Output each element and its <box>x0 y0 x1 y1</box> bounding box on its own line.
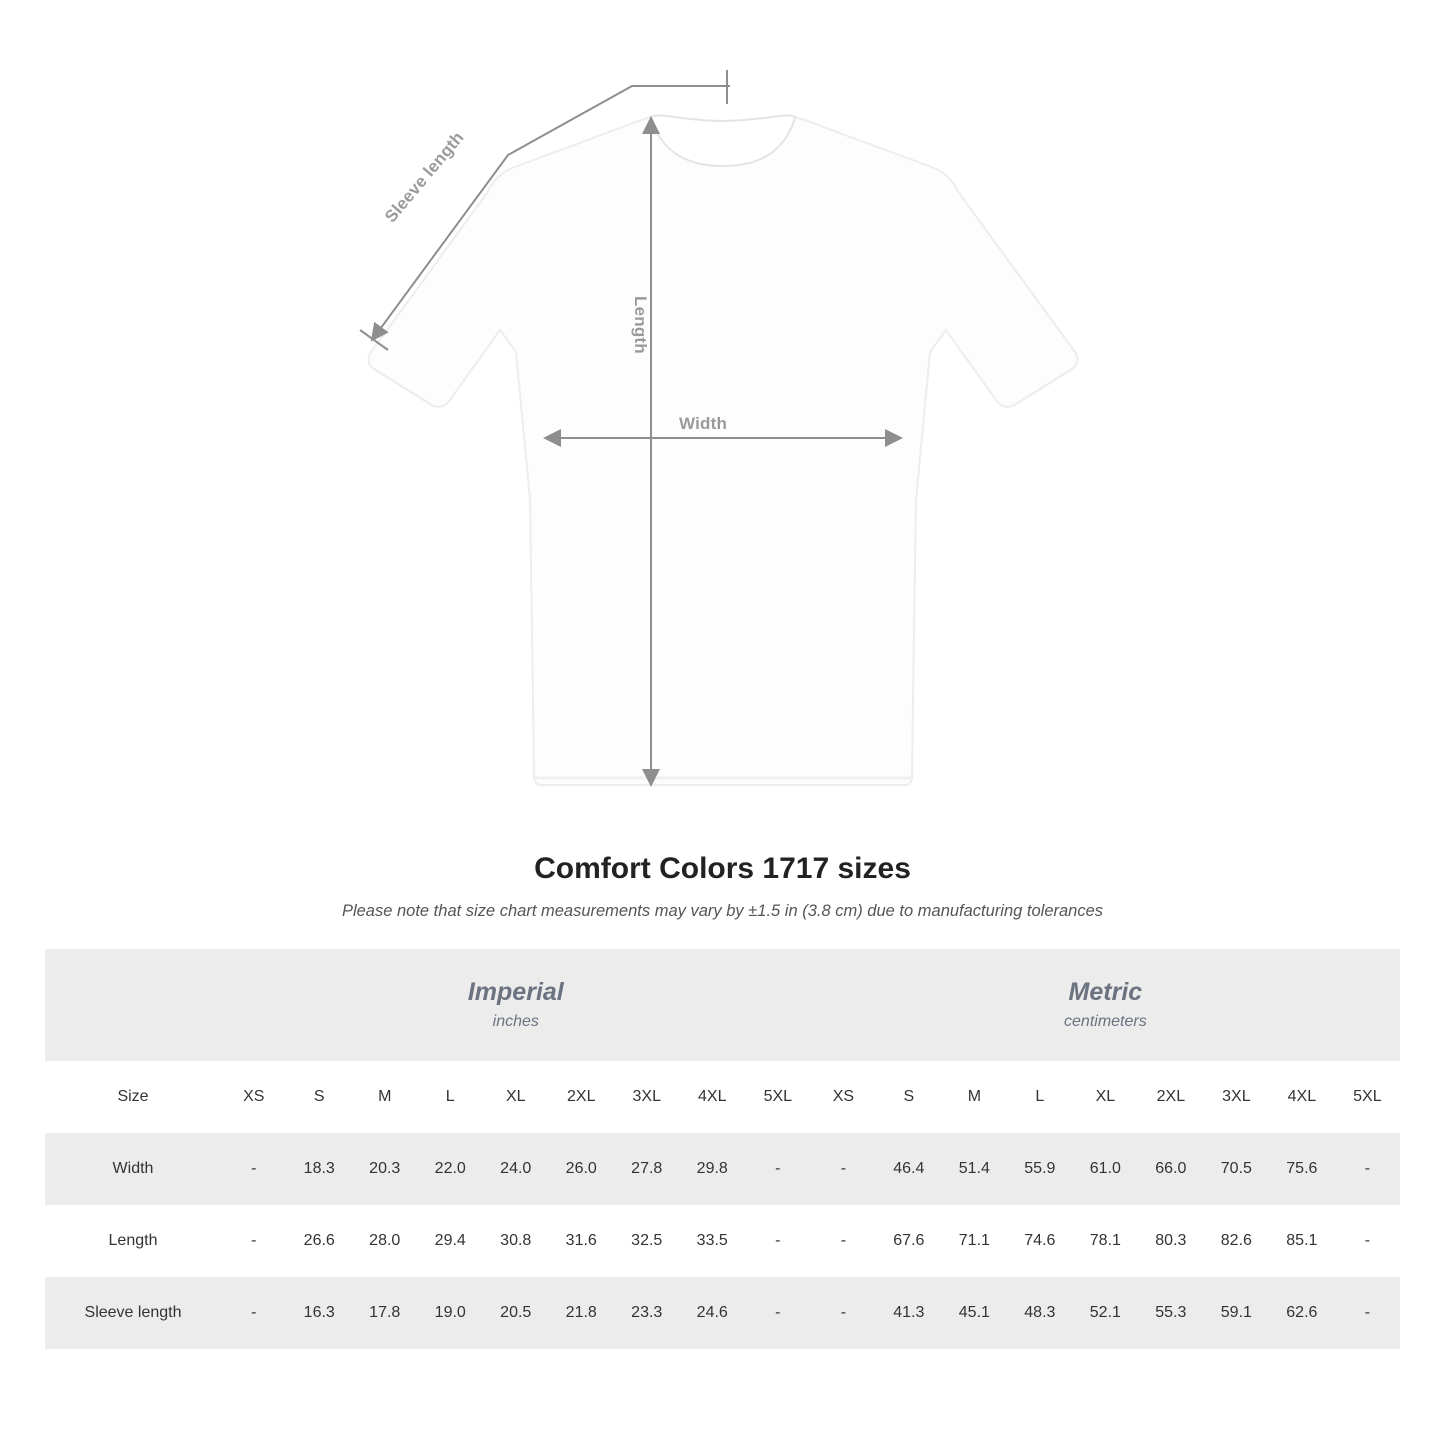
metric-unit-name: Metric <box>1068 978 1143 1007</box>
cell-length-imperial-m: 28.0 <box>352 1205 418 1277</box>
size-header-cell: S <box>287 1061 353 1133</box>
size-header-cell: 5XL <box>745 1061 811 1133</box>
cell-sleeve-imperial-5xl: - <box>745 1277 811 1349</box>
cell-length-metric-3xl: 82.6 <box>1204 1205 1270 1277</box>
cell-width-imperial-3xl: 27.8 <box>614 1133 680 1205</box>
size-header-cell: XL <box>1073 1061 1139 1133</box>
cell-sleeve-metric-4xl: 62.6 <box>1269 1277 1335 1349</box>
cell-sleeve-metric-l: 48.3 <box>1007 1277 1073 1349</box>
size-header-row <box>45 1061 1400 1133</box>
cell-sleeve-imperial-xl: 20.5 <box>483 1277 549 1349</box>
cell-length-metric-xl: 78.1 <box>1073 1205 1139 1277</box>
cell-length-metric-xs: - <box>811 1205 877 1277</box>
cell-width-imperial-xs: - <box>221 1133 287 1205</box>
size-header-cell: M <box>942 1061 1008 1133</box>
size-header-cell: 3XL <box>614 1061 680 1133</box>
cell-sleeve-metric-xl: 52.1 <box>1073 1277 1139 1349</box>
cell-sleeve-imperial-s: 16.3 <box>287 1277 353 1349</box>
size-header-cell: 2XL <box>1138 1061 1204 1133</box>
cell-sleeve-imperial-4xl: 24.6 <box>680 1277 746 1349</box>
size-header-cell: XL <box>483 1061 549 1133</box>
size-header-cell: 3XL <box>1204 1061 1270 1133</box>
cell-sleeve-metric-m: 45.1 <box>942 1277 1008 1349</box>
unit-header-row <box>45 949 1400 1061</box>
cell-width-imperial-5xl: - <box>745 1133 811 1205</box>
cell-length-imperial-5xl: - <box>745 1205 811 1277</box>
row-label-sleeve-length: Sleeve length <box>45 1277 221 1349</box>
sleeve-length-dimension-label: Sleeve length <box>381 128 468 227</box>
size-header-label: Size <box>45 1061 221 1133</box>
size-table <box>45 949 1400 1349</box>
cell-length-imperial-4xl: 33.5 <box>680 1205 746 1277</box>
cell-width-metric-xs: - <box>811 1133 877 1205</box>
cell-length-imperial-3xl: 32.5 <box>614 1205 680 1277</box>
cell-length-metric-s: 67.6 <box>876 1205 942 1277</box>
cell-width-imperial-l: 22.0 <box>418 1133 484 1205</box>
cell-width-imperial-2xl: 26.0 <box>549 1133 615 1205</box>
table-row <box>45 1205 1400 1277</box>
cell-width-metric-5xl: - <box>1335 1133 1401 1205</box>
cell-width-metric-m: 51.4 <box>942 1133 1008 1205</box>
size-table-wrapper <box>0 949 1445 1349</box>
imperial-unit-name: Imperial <box>467 978 564 1007</box>
cell-width-metric-xl: 61.0 <box>1073 1133 1139 1205</box>
cell-sleeve-metric-5xl: - <box>1335 1277 1401 1349</box>
cell-sleeve-imperial-2xl: 21.8 <box>549 1277 615 1349</box>
size-header-cell: XS <box>811 1061 877 1133</box>
cell-length-imperial-2xl: 31.6 <box>549 1205 615 1277</box>
cell-width-metric-4xl: 75.6 <box>1269 1133 1335 1205</box>
cell-length-imperial-l: 29.4 <box>418 1205 484 1277</box>
metric-unit-sub: centimeters <box>1064 1012 1147 1030</box>
cell-length-imperial-xl: 30.8 <box>483 1205 549 1277</box>
cell-width-metric-2xl: 66.0 <box>1138 1133 1204 1205</box>
cell-length-imperial-s: 26.6 <box>287 1205 353 1277</box>
size-header-cell: S <box>876 1061 942 1133</box>
cell-sleeve-imperial-xs: - <box>221 1277 287 1349</box>
cell-width-metric-s: 46.4 <box>876 1133 942 1205</box>
cell-width-imperial-s: 18.3 <box>287 1133 353 1205</box>
size-header-cell: L <box>418 1061 484 1133</box>
cell-length-metric-4xl: 85.1 <box>1269 1205 1335 1277</box>
cell-length-metric-l: 74.6 <box>1007 1205 1073 1277</box>
size-header-cell: 4XL <box>1269 1061 1335 1133</box>
unit-header-corner <box>45 949 221 1061</box>
row-label-width: Width <box>45 1133 221 1205</box>
size-header-cell: XS <box>221 1061 287 1133</box>
size-header-cell: 4XL <box>680 1061 746 1133</box>
cell-width-imperial-4xl: 29.8 <box>680 1133 746 1205</box>
cell-length-metric-2xl: 80.3 <box>1138 1205 1204 1277</box>
cell-width-imperial-m: 20.3 <box>352 1133 418 1205</box>
cell-width-metric-l: 55.9 <box>1007 1133 1073 1205</box>
cell-sleeve-imperial-3xl: 23.3 <box>614 1277 680 1349</box>
imperial-unit-header <box>221 949 811 1061</box>
length-dimension-label: Length <box>631 296 650 354</box>
cell-sleeve-imperial-l: 19.0 <box>418 1277 484 1349</box>
cell-sleeve-metric-3xl: 59.1 <box>1204 1277 1270 1349</box>
row-label-length: Length <box>45 1205 221 1277</box>
cell-sleeve-metric-s: 41.3 <box>876 1277 942 1349</box>
imperial-unit-sub: inches <box>492 1012 539 1030</box>
metric-unit-header <box>811 949 1401 1061</box>
page-title: Comfort Colors 1717 sizes <box>534 852 911 885</box>
table-row <box>45 1133 1400 1205</box>
cell-width-imperial-xl: 24.0 <box>483 1133 549 1205</box>
size-header-cell: 5XL <box>1335 1061 1401 1133</box>
page-subtitle: Please note that size chart measurements may vary by ±1.5 in (3.8 cm) due to manufacturing tolerances <box>341 902 1104 920</box>
size-header-cell: 2XL <box>549 1061 615 1133</box>
cell-length-metric-m: 71.1 <box>942 1205 1008 1277</box>
cell-length-metric-5xl: - <box>1335 1205 1401 1277</box>
size-header-cell: L <box>1007 1061 1073 1133</box>
size-header-cell: M <box>352 1061 418 1133</box>
table-row <box>45 1277 1400 1349</box>
cell-length-imperial-xs: - <box>221 1205 287 1277</box>
width-dimension-label: Width <box>679 414 728 433</box>
cell-sleeve-metric-xs: - <box>811 1277 877 1349</box>
cell-sleeve-metric-2xl: 55.3 <box>1138 1277 1204 1349</box>
cell-width-metric-3xl: 70.5 <box>1204 1133 1270 1205</box>
cell-sleeve-imperial-m: 17.8 <box>352 1277 418 1349</box>
